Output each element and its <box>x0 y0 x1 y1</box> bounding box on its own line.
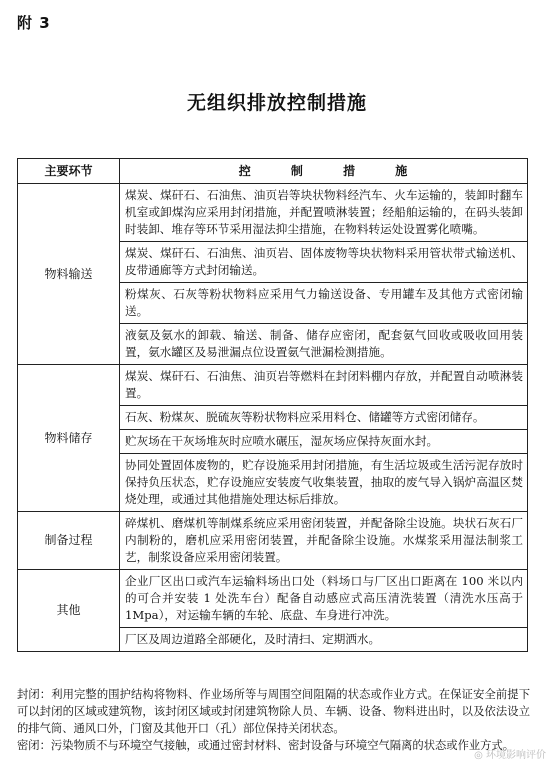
measure-cell: 企业厂区出口或汽车运输料场出口处（料场口与厂区出口距离在 100 米以内的可合并安装 1 处洗车台）配备自动感应式高压清洗装置（清洗水压高于 1Mpa），对运输车辆的车轮、底盘、车身进行冲洗。 <box>120 570 528 628</box>
stage-cell: 其他 <box>18 570 120 652</box>
table-header-row <box>18 159 528 184</box>
stage-cell: 物料储存 <box>18 365 120 512</box>
measure-cell: 煤炭、煤矸石、石油焦、油页岩等块状物料经汽车、火车运输的，装卸时翻车机室或卸煤沟应采用封闭措施，并配置喷淋装置；经船舶运输的，在码头装卸时装卸、堆存等环节采用湿法抑尘措施，在物料转运处设置雾化喷嘴。 <box>120 184 528 242</box>
measure-cell: 煤炭、煤矸石、石油焦、油页岩等燃料在封闭料棚内存放，并配置自动喷淋装置。 <box>120 365 528 406</box>
measure-cell: 石灰、粉煤灰、脱硫灰等粉状物料应采用料仓、储罐等方式密闭储存。 <box>120 406 528 430</box>
definitions-notes <box>17 686 530 754</box>
measure-cell: 协同处置固体废物的，贮存设施采用封闭措施，有生活垃圾或生活污泥存放时保持负压状态，贮存设施应安装废气收集装置，抽取的废气导入锅炉高温区焚烧处理，或通过其他措施处理达标后排放。 <box>120 454 528 512</box>
measure-cell: 液氨及氨水的卸载、输送、制备、储存应密闭，配套氨气回收或吸收回用装置，氨水罐区及易泄漏点位设置氨气泄漏检测措施。 <box>120 324 528 365</box>
table-row <box>18 365 528 406</box>
measure-cell: 碎煤机、磨煤机等制煤系统应采用密闭装置，并配备除尘设施。块状石灰石厂内制粉的，磨机应采用密闭装置，并配备除尘设施。水煤浆采用湿法制浆工艺，制浆设备应采用密闭装置。 <box>120 512 528 570</box>
header-stage: 主要环节 <box>18 159 120 184</box>
table-row <box>18 570 528 628</box>
table-row <box>18 512 528 570</box>
control-measures-table <box>17 158 528 652</box>
stage-cell: 制备过程 <box>18 512 120 570</box>
document-title: 无组织排放控制措施 <box>186 92 367 114</box>
stage-cell: 物料输送 <box>18 184 120 365</box>
watermark: ◎ 环境影响评价 <box>474 750 546 761</box>
note-sealed: 密闭：污染物质不与环境空气接触，或通过密封材料、密封设备与环境空气隔离的状态或作业方式。 <box>17 739 515 752</box>
header-measures: 控 制 措 施 <box>120 159 528 184</box>
note-enclosed: 封闭：利用完整的围护结构将物料、作业场所等与周围空间阻隔的状态或作业方式。在保证安全前提下可以封闭的区域或建筑物，该封闭区域或封闭建筑物除人员、车辆、设备、物料进出时，以及依法设立的排气筒、通风口外，门窗及其他开口（孔）部位保持关闭状态。 <box>17 688 530 735</box>
annex-label: 附 3 <box>17 14 51 32</box>
measure-cell: 粉煤灰、石灰等粉状物料应采用气力输送设备、专用罐车及其他方式密闭输送。 <box>120 283 528 324</box>
measure-cell: 厂区及周边道路全部硬化，及时清扫、定期洒水。 <box>120 628 528 652</box>
measure-cell: 煤炭、煤矸石、石油焦、油页岩、固体废物等块状物料采用管状带式输送机、皮带通廊等方式封闭输送。 <box>120 242 528 283</box>
measure-cell: 贮灰场在干灰场堆灰时应喷水碾压，湿灰场应保持灰面水封。 <box>120 430 528 454</box>
table-row <box>18 184 528 242</box>
